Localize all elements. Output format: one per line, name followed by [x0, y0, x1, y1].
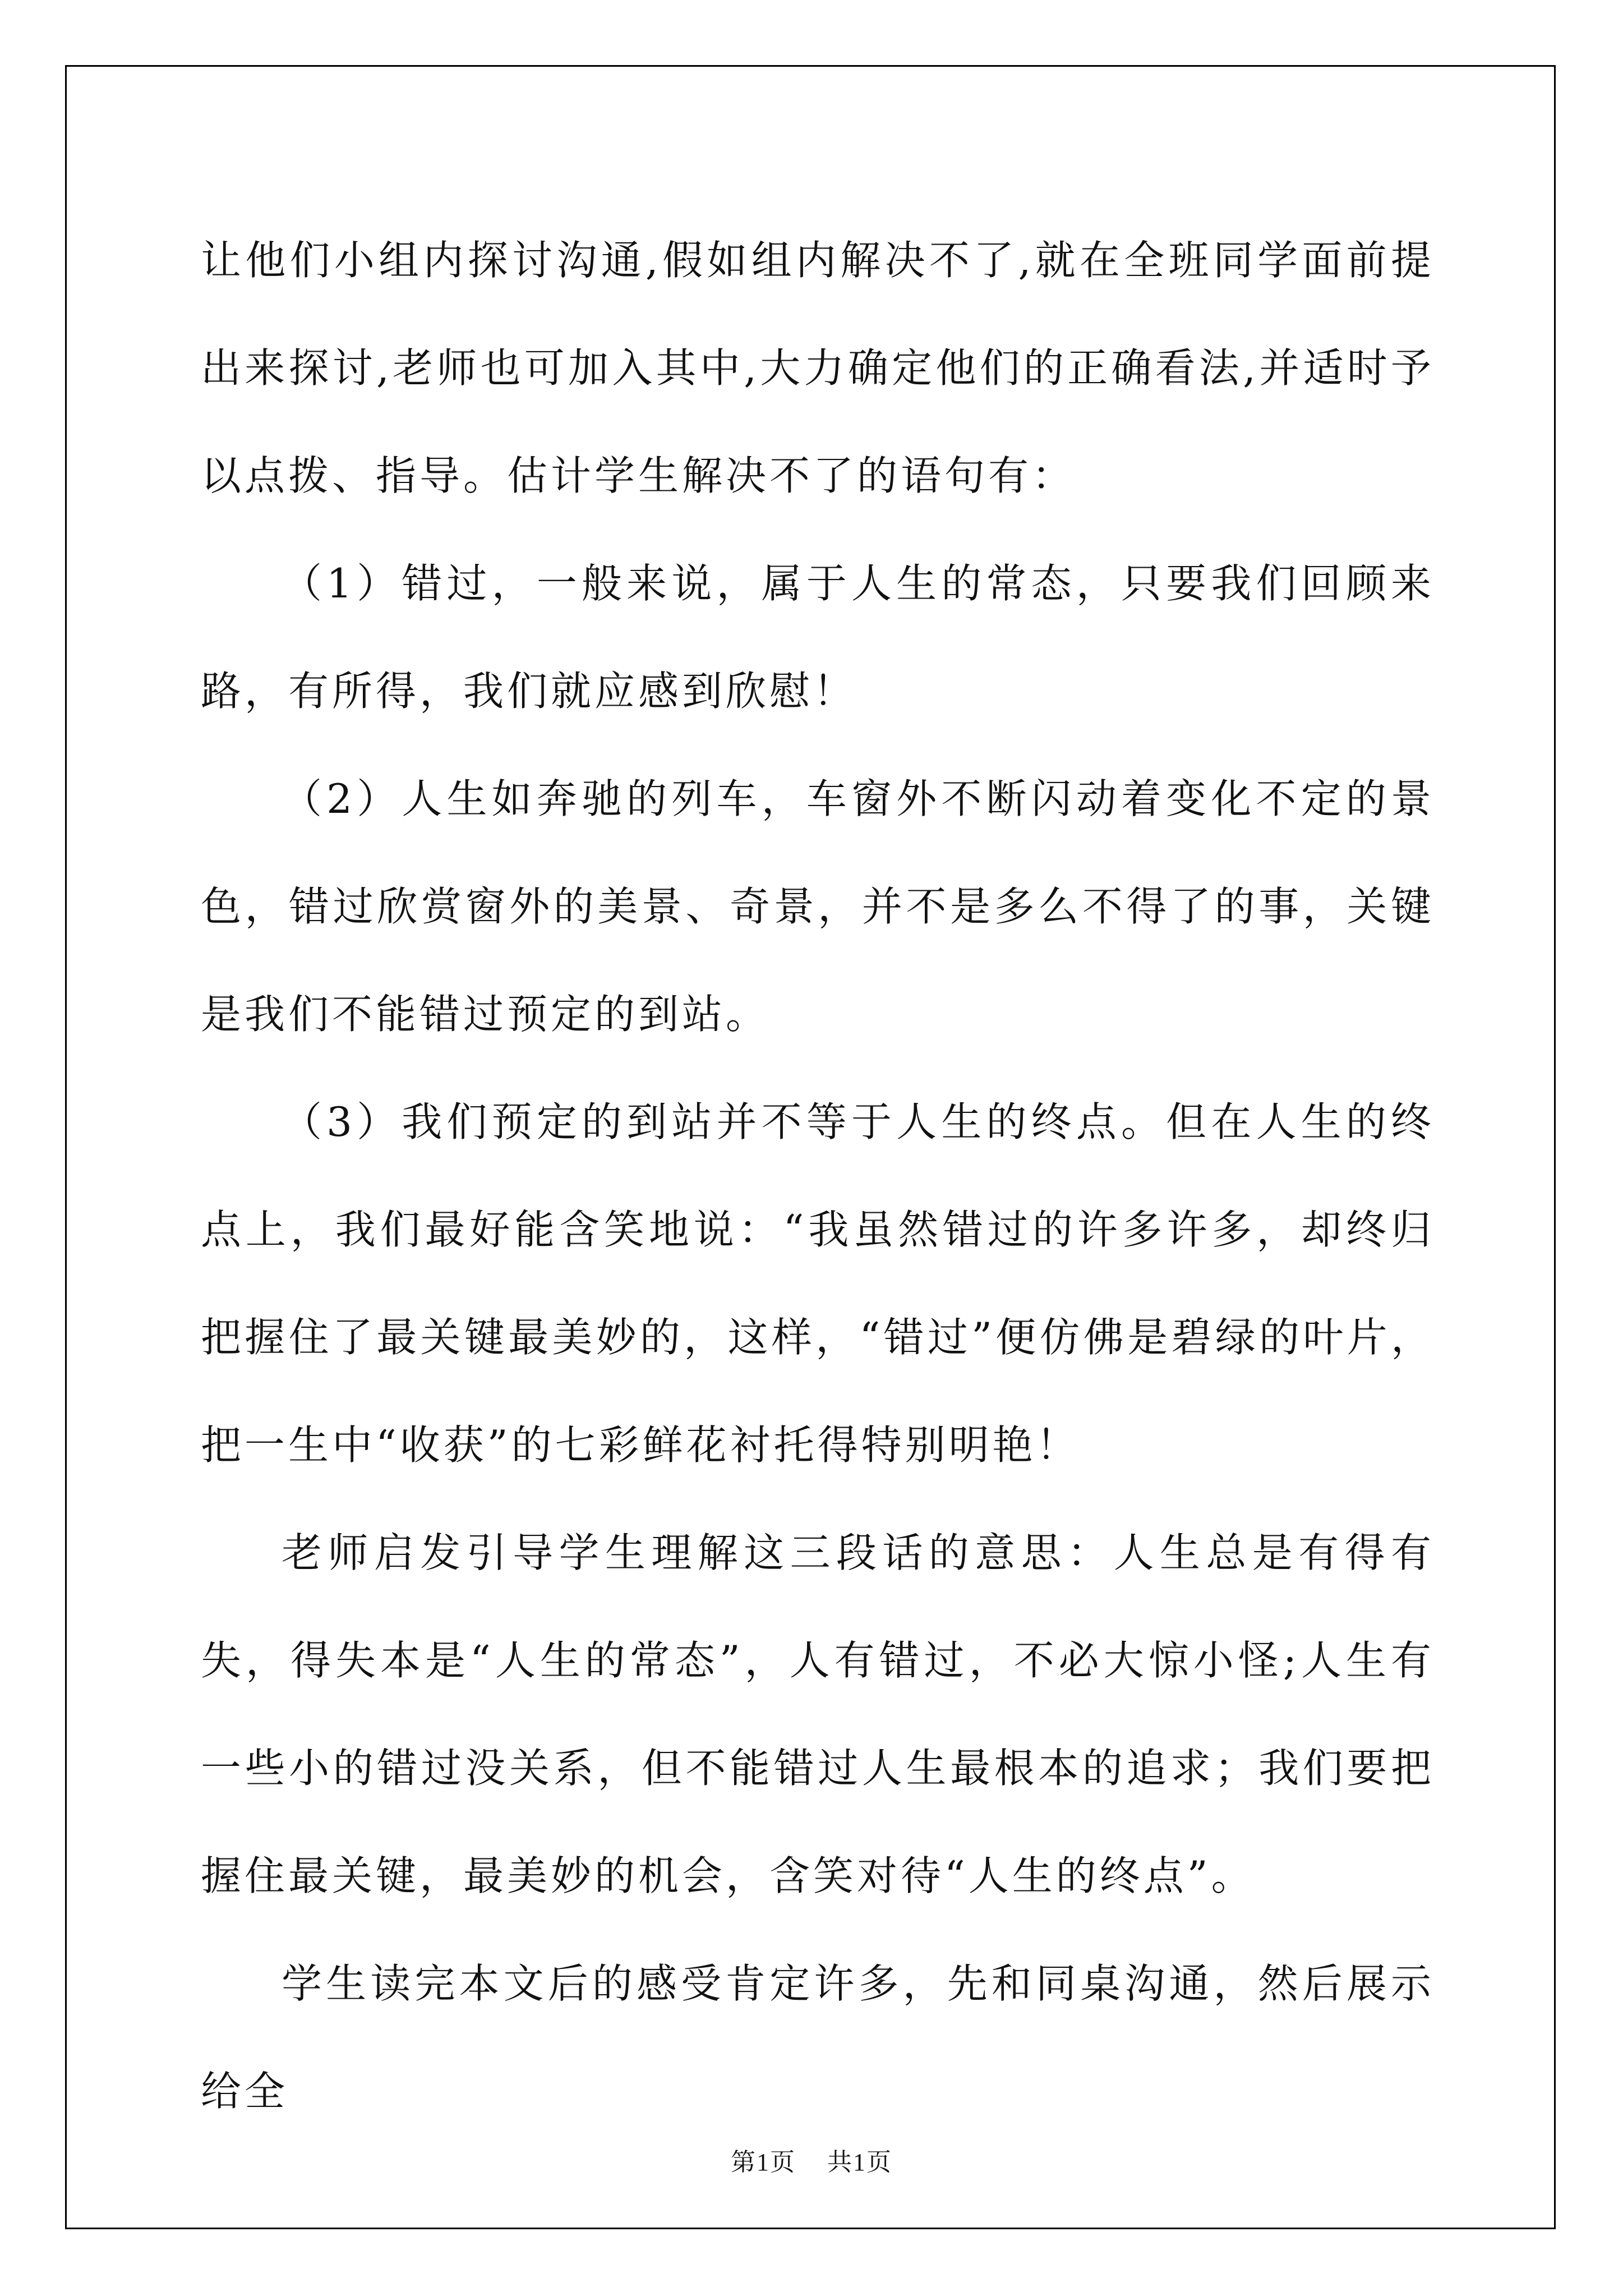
- paragraph-3: （2）人生如奔驰的列车，车窗外不断闪动着变化不定的景色，错过欣赏窗外的美景、奇景，并不是多么不得了的事，关键是我们不能错过预定的到站。: [201, 775, 1435, 1038]
- paragraph-2: （1）错过，一般来说，属于人生的常态，只要我们回顾来路，有所得，我们就应感到欣慰！: [201, 560, 1435, 715]
- paragraph-6: 学生读完本文后的感受肯定许多，先和同桌沟通，然后展示给全: [201, 1960, 1435, 2115]
- page-footer: [0, 2142, 1623, 2178]
- paragraph-5: 老师启发引导学生理解这三段话的意思：人生总是有得有失，得失本是“人生的常态”，人有错过，不必大惊小怪;人生有一些小的错过没关系，但不能错过人生最根本的追求；我们要把握住最关键，最美妙的机会，含笑对待“人生的终点”。: [201, 1529, 1435, 1899]
- document-body: [201, 206, 1435, 2145]
- paragraph-4: （3）我们预定的到站并不等于人生的终点。但在人生的终点上，我们最好能含笑地说：“我虽然错过的许多许多，却终归把握住了最关键最美妙的，这样，“错过”便仿佛是碧绿的叶片，把一生中“收获”的七彩鲜花衬托得特别明艳！: [201, 1098, 1435, 1469]
- paragraph-1: 让他们小组内探讨沟通,假如组内解决不了,就在全班同学面前提出来探讨,老师也可加入其中,大力确定他们的正确看法,并适时予以点拨、指导。估计学生解决不了的语句有：: [201, 237, 1435, 499]
- page-number-current: 第1页: [731, 2148, 796, 2176]
- page-number-total: 共1页: [827, 2148, 892, 2176]
